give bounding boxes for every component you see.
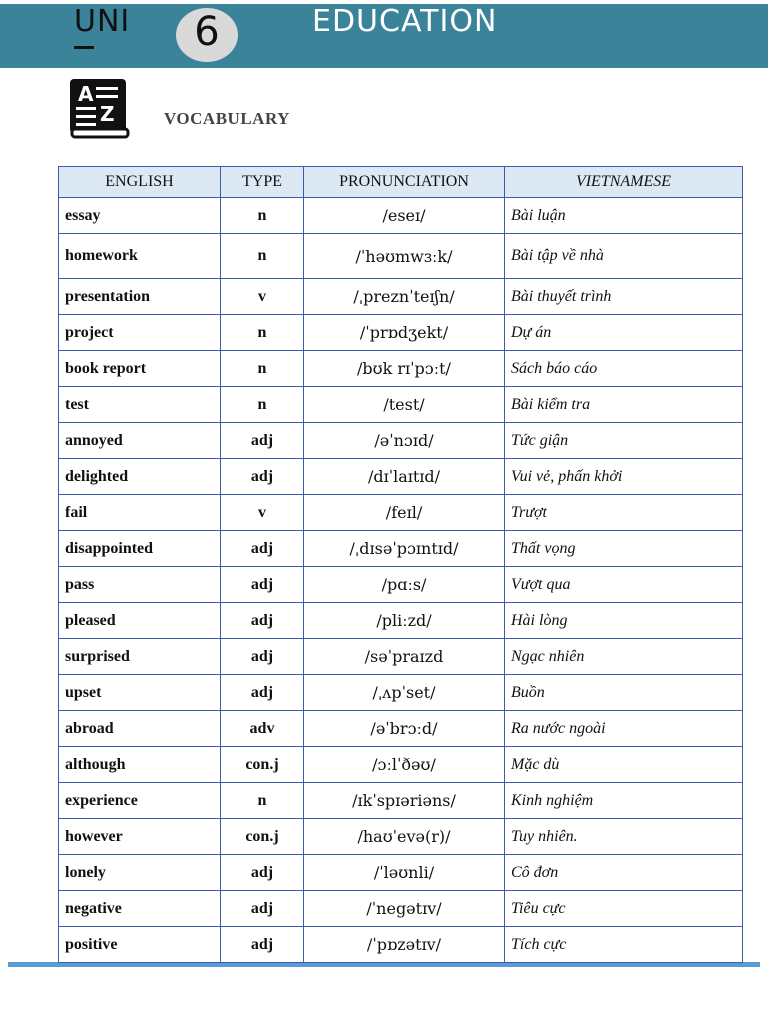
word-type: adj: [221, 855, 304, 891]
table-row: [59, 675, 743, 711]
word-type: adj: [221, 675, 304, 711]
table-row: [59, 639, 743, 675]
svg-text:Z: Z: [100, 102, 115, 126]
vietnamese-meaning: Vui vẻ, phấn khởi: [505, 459, 743, 495]
english-word: delighted: [59, 459, 221, 495]
pronunciation: /dɪˈlaɪtɪd/: [304, 459, 505, 495]
svg-text:A: A: [78, 82, 94, 106]
english-word: however: [59, 819, 221, 855]
table-header-row: [59, 167, 743, 198]
pronunciation: /ˈprɒdʒekt/: [304, 315, 505, 351]
word-type: con.j: [221, 747, 304, 783]
word-type: adv: [221, 711, 304, 747]
pronunciation: /ɔːlˈðəʊ/: [304, 747, 505, 783]
unit-label: UNI: [74, 4, 131, 39]
unit-number: 6: [194, 9, 220, 55]
vietnamese-meaning: Trượt: [505, 495, 743, 531]
table-row: [59, 315, 743, 351]
word-type: con.j: [221, 819, 304, 855]
english-word: fail: [59, 495, 221, 531]
word-type: n: [221, 315, 304, 351]
vietnamese-meaning: Sách báo cáo: [505, 351, 743, 387]
pronunciation: /ˌʌpˈset/: [304, 675, 505, 711]
vietnamese-meaning: Bài tập về nhà: [505, 234, 743, 279]
unit-label-underline: [74, 46, 94, 49]
pronunciation: /əˈnɔɪd/: [304, 423, 505, 459]
vietnamese-meaning: Dự án: [505, 315, 743, 351]
pronunciation: /eseɪ/: [304, 198, 505, 234]
vietnamese-meaning: Vượt qua: [505, 567, 743, 603]
word-type: adj: [221, 423, 304, 459]
pronunciation: /ˈhəʊmwɜːk/: [304, 234, 505, 279]
vietnamese-meaning: Kinh nghiệm: [505, 783, 743, 819]
table-row: [59, 423, 743, 459]
vietnamese-meaning: Mặc dù: [505, 747, 743, 783]
pronunciation: /feɪl/: [304, 495, 505, 531]
pronunciation: /test/: [304, 387, 505, 423]
word-type: n: [221, 783, 304, 819]
vietnamese-meaning: Hài lòng: [505, 603, 743, 639]
word-type: adj: [221, 639, 304, 675]
vietnamese-meaning: Bài kiểm tra: [505, 387, 743, 423]
table-row: [59, 351, 743, 387]
table-row: [59, 711, 743, 747]
table-row: [59, 495, 743, 531]
pronunciation: /haʊˈevə(r)/: [304, 819, 505, 855]
word-type: n: [221, 351, 304, 387]
english-word: project: [59, 315, 221, 351]
word-type: n: [221, 198, 304, 234]
table-row: [59, 279, 743, 315]
pronunciation: /pliːzd/: [304, 603, 505, 639]
english-word: pass: [59, 567, 221, 603]
table-row: [59, 855, 743, 891]
english-word: abroad: [59, 711, 221, 747]
table-row: [59, 603, 743, 639]
table-row: [59, 819, 743, 855]
vietnamese-meaning: Bài thuyết trình: [505, 279, 743, 315]
table-row: [59, 531, 743, 567]
table-row: [59, 927, 743, 963]
english-word: experience: [59, 783, 221, 819]
table-row: [59, 891, 743, 927]
english-word: disappointed: [59, 531, 221, 567]
table-row: [59, 198, 743, 234]
word-type: v: [221, 279, 304, 315]
dictionary-book-icon: [68, 77, 130, 141]
pronunciation: /bʊk rɪˈpɔːt/: [304, 351, 505, 387]
pronunciation: /ˌdɪsəˈpɔɪntɪd/: [304, 531, 505, 567]
pronunciation: /ˈpɒzətɪv/: [304, 927, 505, 963]
english-word: homework: [59, 234, 221, 279]
english-word: lonely: [59, 855, 221, 891]
english-word: book report: [59, 351, 221, 387]
column-header-pronunciation: PRONUNCIATION: [304, 167, 505, 198]
english-word: annoyed: [59, 423, 221, 459]
vietnamese-meaning: Tức giận: [505, 423, 743, 459]
vietnamese-meaning: Ngạc nhiên: [505, 639, 743, 675]
column-header-english: ENGLISH: [59, 167, 221, 198]
word-type: adj: [221, 927, 304, 963]
vietnamese-meaning: Tiêu cực: [505, 891, 743, 927]
column-header-type: TYPE: [221, 167, 304, 198]
column-header-vietnamese: VIETNAMESE: [505, 167, 743, 198]
vocabulary-table: [58, 166, 743, 963]
pronunciation: /ˈnegətɪv/: [304, 891, 505, 927]
vietnamese-meaning: Bài luận: [505, 198, 743, 234]
table-row: [59, 387, 743, 423]
table-row: [59, 567, 743, 603]
unit-title: EDUCATION: [312, 4, 498, 39]
word-type: adj: [221, 603, 304, 639]
english-word: surprised: [59, 639, 221, 675]
pronunciation: /ˈləʊnli/: [304, 855, 505, 891]
word-type: adj: [221, 567, 304, 603]
section-heading: VOCABULARY: [164, 109, 290, 128]
word-type: n: [221, 387, 304, 423]
pronunciation: /ɪkˈspɪəriəns/: [304, 783, 505, 819]
english-word: negative: [59, 891, 221, 927]
pronunciation: /ˌpreznˈteɪʃn/: [304, 279, 505, 315]
english-word: upset: [59, 675, 221, 711]
word-type: adj: [221, 891, 304, 927]
vietnamese-meaning: Tích cực: [505, 927, 743, 963]
english-word: although: [59, 747, 221, 783]
pronunciation: /əˈbrɔːd/: [304, 711, 505, 747]
english-word: test: [59, 387, 221, 423]
word-type: adj: [221, 459, 304, 495]
vietnamese-meaning: Cô đơn: [505, 855, 743, 891]
word-type: adj: [221, 531, 304, 567]
table-row: [59, 234, 743, 279]
word-type: v: [221, 495, 304, 531]
pronunciation: /səˈpraɪzd: [304, 639, 505, 675]
english-word: positive: [59, 927, 221, 963]
unit-number-badge: [176, 8, 238, 62]
vietnamese-meaning: Thất vọng: [505, 531, 743, 567]
pronunciation: /pɑːs/: [304, 567, 505, 603]
word-type: n: [221, 234, 304, 279]
english-word: pleased: [59, 603, 221, 639]
vietnamese-meaning: Buồn: [505, 675, 743, 711]
table-row: [59, 459, 743, 495]
vietnamese-meaning: Ra nước ngoài: [505, 711, 743, 747]
table-row: [59, 783, 743, 819]
vietnamese-meaning: Tuy nhiên.: [505, 819, 743, 855]
table-row: [59, 747, 743, 783]
english-word: presentation: [59, 279, 221, 315]
english-word: essay: [59, 198, 221, 234]
